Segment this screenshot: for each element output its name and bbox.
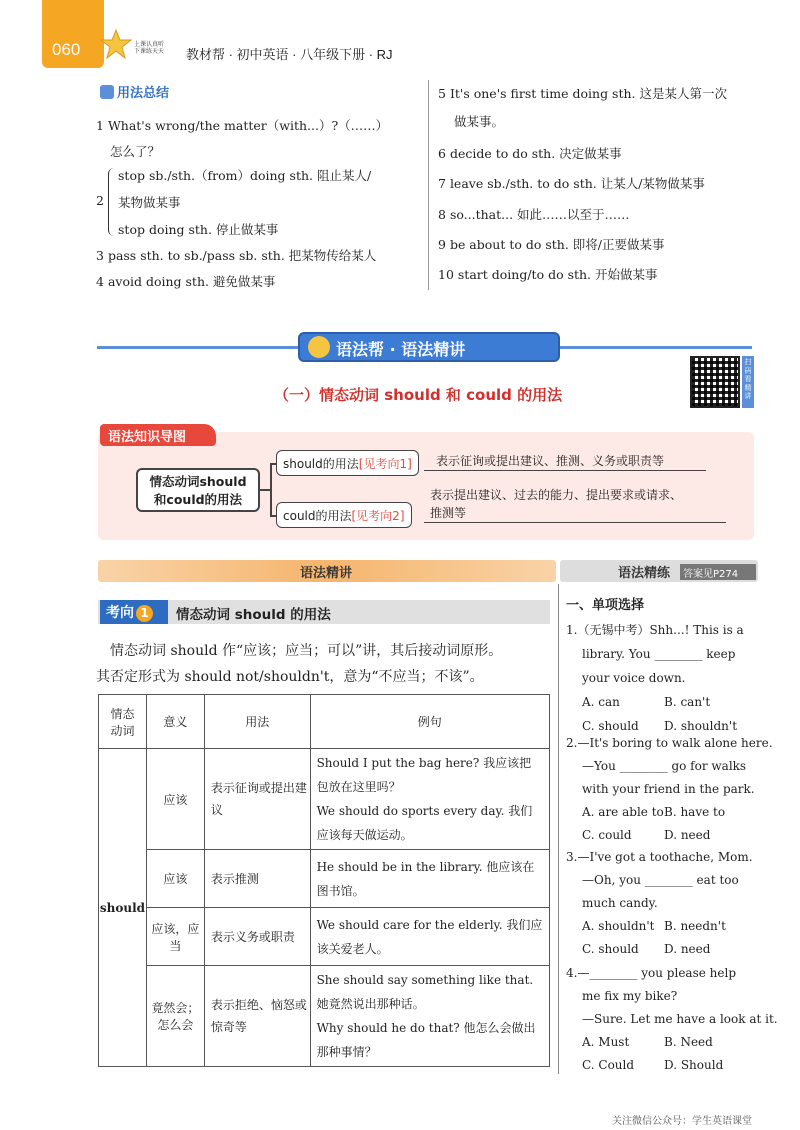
summary-item: 怎么了？ [110, 144, 161, 159]
table-cell: 应该 [146, 749, 204, 850]
summary-item: 5 It's one's first time doing sth. 这是某人第一次 [438, 86, 727, 101]
table-cell: He should be in the library. 他应该在图书馆。 [310, 850, 549, 908]
exercise-item-1: 1.（无锡中考）Shh...! This is a library. You ________ keep your voice down. A. can B. can't C. should D. shouldn't [566, 623, 744, 733]
exercise-heading: 一、单项选择 [566, 598, 645, 613]
grammar-practice-label: 语法精练 [618, 566, 671, 581]
table-cell: 应该，应当 [146, 908, 204, 966]
header-slogan: 上课认真听 下课练天天 [134, 42, 165, 55]
map-connector [424, 470, 706, 471]
summary-item: 3 pass sth. to sb./pass sb. sth. 把某物传给某人 [96, 248, 377, 263]
table-cell: She should say something like that. 她竟然说出那种话。 Why should he do that? 他怎么会做出那种事情？ [310, 966, 549, 1067]
qr-code-icon[interactable] [690, 356, 740, 408]
map-node-could[interactable]: could的用法[见考向2] [276, 502, 412, 528]
table-header: 意义 [146, 695, 204, 749]
column-divider [428, 80, 429, 290]
summary-item: stop doing sth. 停止做某事 [118, 222, 279, 237]
exercise-item-4: 4.—________ you please help me fix my bike? —Sure. Let me have a look at it. A. Must B. Need C. Could D. Should [566, 966, 778, 1072]
intro-paragraph: 情态动词 should 作“应该；应当；可以”讲，其后接动词原形。 其否定形式为 should not/shouldn't，意为“不应当；不该”。 [96, 643, 503, 685]
column-divider [558, 584, 559, 1074]
summary-item: 6 decide to do sth. 决定做某事 [438, 146, 622, 161]
map-desc-should: 表示征询或提出建议、推测、义务或职责等 [436, 454, 665, 468]
exercise-item-3: 3.—I've got a toothache, Mom. —Oh, you ________ eat too much candy. A. shouldn't B. needn't C. should D. need [566, 850, 753, 956]
banner-title: 语法帮 · 语法精讲 [336, 340, 466, 359]
table-cell: We should care for the elderly. 我们应该关爱老人。 [310, 908, 549, 966]
table-header: 情态动词 [99, 695, 147, 749]
answer-reference: 答案见P274 [680, 564, 756, 580]
knowledge-map-tag: 语法知识导图 [100, 424, 216, 446]
grammar-explain-label: 语法精讲 [300, 566, 353, 581]
map-connector [270, 463, 272, 517]
map-root-node: 情态动词should 和could的用法 [136, 468, 260, 512]
summary-icon [100, 85, 114, 99]
exercise-item-2: 2.—It's boring to walk alone here. —You ________ go for walks with your friend in the park. A. are able toB. have to C. could D. need [566, 736, 773, 842]
table-cell: 表示征询或提出建议 [204, 749, 310, 850]
brace-icon [108, 168, 116, 236]
usage-summary-title: 用法总结 [100, 82, 169, 101]
summary-item: 8 so...that... 如此……以至于…… [438, 207, 630, 222]
summary-item: stop sb./sth.（from）doing sth. 阻止某人/ [118, 168, 372, 183]
summary-item: 4 avoid doing sth. 避免做某事 [96, 274, 276, 289]
summary-item: 2 [96, 193, 104, 208]
map-connector [424, 522, 726, 523]
summary-item: 某物做某事 [118, 195, 181, 210]
book-title: 教材帮 · 初中英语 · 八年级下册 · RJ [186, 47, 393, 62]
table-modal-cell: should [99, 749, 147, 1067]
lightbulb-icon [308, 336, 330, 358]
page-number: 060 [52, 40, 81, 59]
table-header: 用法 [204, 695, 310, 749]
section-title: （一）情态动词 should 和 could 的用法 [274, 386, 563, 404]
table-cell: 应该 [146, 850, 204, 908]
table-cell: 表示推测 [204, 850, 310, 908]
table-cell: 竟然会；怎么会 [146, 966, 204, 1067]
footer-note: 关注微信公众号：学生英语课堂 [612, 1116, 752, 1127]
map-node-should[interactable]: should的用法[见考向1] [276, 450, 419, 476]
map-desc-could-cont: 推测等 [430, 506, 467, 520]
kaoxiang-title: 情态动词 should 的用法 [176, 607, 331, 623]
table-cell: 表示义务或职责 [204, 908, 310, 966]
kaoxiang-tag: 考向 1 [100, 600, 168, 624]
table-header: 例句 [310, 695, 549, 749]
table-cell: Should I put the bag here? 我应该把包放在这里吗？ We should do sports every day. 我们应该每天做运动。 [310, 749, 549, 850]
map-desc-could: 表示提出建议、过去的能力、提出要求或请求、 [430, 488, 683, 502]
summary-item: 10 start doing/to do sth. 开始做某事 [438, 267, 658, 282]
table-cell: 表示拒绝、恼怒或惊奇等 [204, 966, 310, 1067]
qr-label: 扫码看精讲 [742, 356, 754, 408]
summary-item: 9 be about to do sth. 即将/正要做某事 [438, 237, 665, 252]
summary-item: 做某事。 [454, 114, 505, 129]
summary-item: 7 leave sb./sth. to do sth. 让某人/某物做某事 [438, 176, 705, 191]
summary-item: 1 What's wrong/the matter（with...）?（……） [96, 118, 389, 133]
should-usage-table [98, 694, 550, 1067]
star-mascot-icon [100, 28, 132, 60]
